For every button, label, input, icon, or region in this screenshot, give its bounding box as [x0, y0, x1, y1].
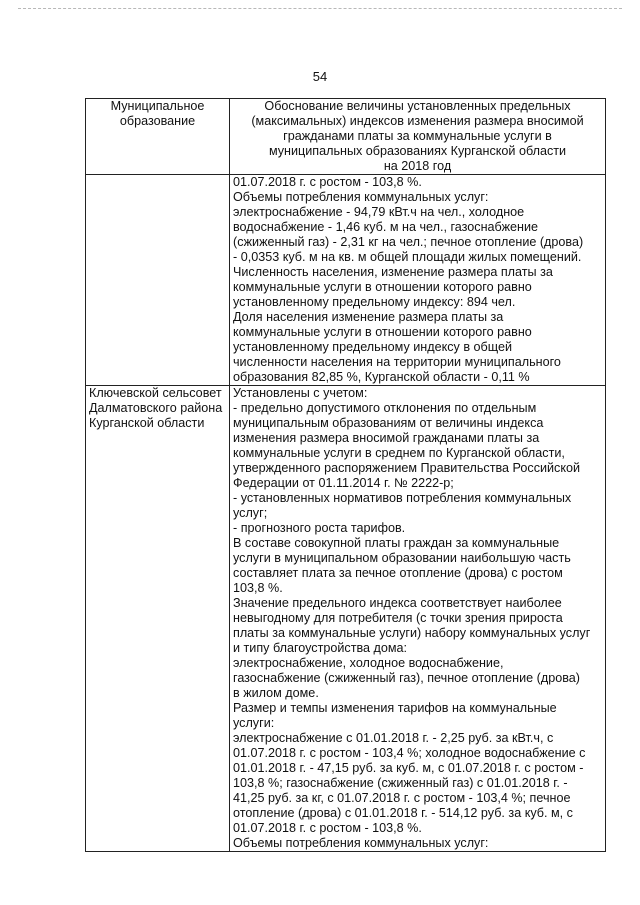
header-justification-line: Обоснование величины установленных предельных [264, 99, 571, 113]
justification-line: Федерации от 01.11.2014 г. № 2222-р; [233, 476, 454, 490]
justification-line: 01.01.2018 г. - 47,15 руб. за куб. м, с 01.07.2018 г. с ростом - [233, 761, 584, 775]
header-justification-line: муниципальных образованиях Курганской области [268, 144, 567, 158]
justification-line: численности населения на территории муниципального [233, 355, 561, 369]
justification-line: электроснабжение с 01.01.2018 г. - 2,25 руб. за кВт.ч, с [233, 731, 554, 745]
scan-artifact-line [18, 8, 622, 9]
justification-line: коммунальные услуги в отношении которого равно [233, 280, 532, 294]
justification-line: В составе совокупной платы граждан за коммунальные [233, 536, 560, 550]
justification-line: Доля населения изменение размера платы за [233, 310, 504, 324]
justification-line: водоснабжение - 1,46 куб. м на чел., газоснабжение [233, 220, 539, 234]
table-header-row [86, 99, 606, 175]
justification-line: электроснабжение - 94,79 кВт.ч на чел., холодное [233, 205, 525, 219]
justification-line: коммунальные услуги в отношении которого равно [233, 325, 532, 339]
justification-line: муниципальным образованиям от величины индекса [233, 416, 544, 430]
justification-line: изменения размера вносимой гражданами платы за [233, 431, 540, 445]
justification-line: утвержденного распоряжением Правительства Российской [233, 461, 581, 475]
justification-line: Значение предельного индекса соответствует наиболее [233, 596, 562, 610]
justification-line: - 0,0353 куб. м на кв. м общей площади жилых помещений. [233, 250, 582, 264]
municipality-line: Далматовского района [89, 401, 223, 415]
justification-line: отопление (дрова) с 01.01.2018 г. - 514,12 руб. за куб. м, с [233, 806, 573, 820]
justification-line: платы за коммунальные услуги) набору коммунальных услуг [233, 626, 591, 640]
justification-line: 01.07.2018 г. с ростом - 103,8 %. [233, 821, 422, 835]
table-row [86, 386, 606, 852]
header-municipality-line: Муниципальное [110, 99, 205, 113]
justification-line: Численность населения, изменение размера платы за [233, 265, 553, 279]
justification-line: и типу благоустройства дома: [233, 641, 408, 655]
justification-line: Объемы потребления коммунальных услуг: [233, 190, 489, 204]
justification-cell [230, 386, 606, 852]
justification-line: - установленных нормативов потребления коммунальных [233, 491, 572, 505]
justification-line: - предельно допустимого отклонения по отдельным [233, 401, 537, 415]
justification-line: газоснабжение (сжиженный газ), печное отопление (дрова) [233, 671, 580, 685]
justification-line: невыгодному для потребителя (с точки зрения прироста [233, 611, 563, 625]
justification-line: 41,25 руб. за кг, с 01.07.2018 г. с ростом - 103,4 %; печное [233, 791, 571, 805]
justification-line: Установлены с учетом: [233, 386, 368, 400]
justification-line: составляет плата за печное отопление (дрова) с ростом [233, 566, 563, 580]
justification-line: (сжиженный газ) - 2,31 кг на чел.; печное отопление (дрова) [233, 235, 584, 249]
header-municipality [86, 99, 230, 175]
header-justification [230, 99, 606, 175]
municipality-line: Курганской области [89, 416, 205, 430]
justification-table [85, 98, 606, 852]
justification-line: коммунальные услуги в среднем по Курганской области, [233, 446, 565, 460]
justification-line: образования 82,85 %, Курганской области - 0,11 % [233, 370, 530, 384]
justification-line: 103,8 %; газоснабжение (сжиженный газ) с 01.01.2018 г. - [233, 776, 568, 790]
table-row [86, 175, 606, 386]
header-justification-line: гражданами платы за коммунальные услуги в [283, 129, 552, 143]
justification-line: в жилом доме. [233, 686, 319, 700]
justification-line: установленному предельному индексу: 894 чел. [233, 295, 516, 309]
header-justification-line: на 2018 год [383, 159, 452, 173]
justification-line: услуг; [233, 506, 268, 520]
justification-line: - прогнозного роста тарифов. [233, 521, 406, 535]
justification-line: установленному предельному индексу в общей [233, 340, 513, 354]
justification-line: услуги: [233, 716, 275, 730]
municipality-cell [86, 175, 230, 386]
justification-cell [230, 175, 606, 386]
justification-line: Объемы потребления коммунальных услуг: [233, 836, 489, 850]
justification-line: электроснабжение, холодное водоснабжение, [233, 656, 504, 670]
justification-line: 01.07.2018 г. с ростом - 103,8 %. [233, 175, 422, 189]
municipality-cell [86, 386, 230, 852]
page-number: 54 [312, 69, 328, 84]
justification-line: 01.07.2018 г. с ростом - 103,4 %; холодное водоснабжение с [233, 746, 586, 760]
header-municipality-line: образование [119, 114, 196, 128]
header-justification-line: (максимальных) индексов изменения размера вносимой [251, 114, 584, 128]
justification-line: услуги в муниципальном образовании наибольшую часть [233, 551, 571, 565]
municipality-line: Ключевской сельсовет [89, 386, 222, 400]
justification-line: 103,8 %. [233, 581, 283, 595]
justification-line: Размер и темпы изменения тарифов на коммунальные [233, 701, 557, 715]
